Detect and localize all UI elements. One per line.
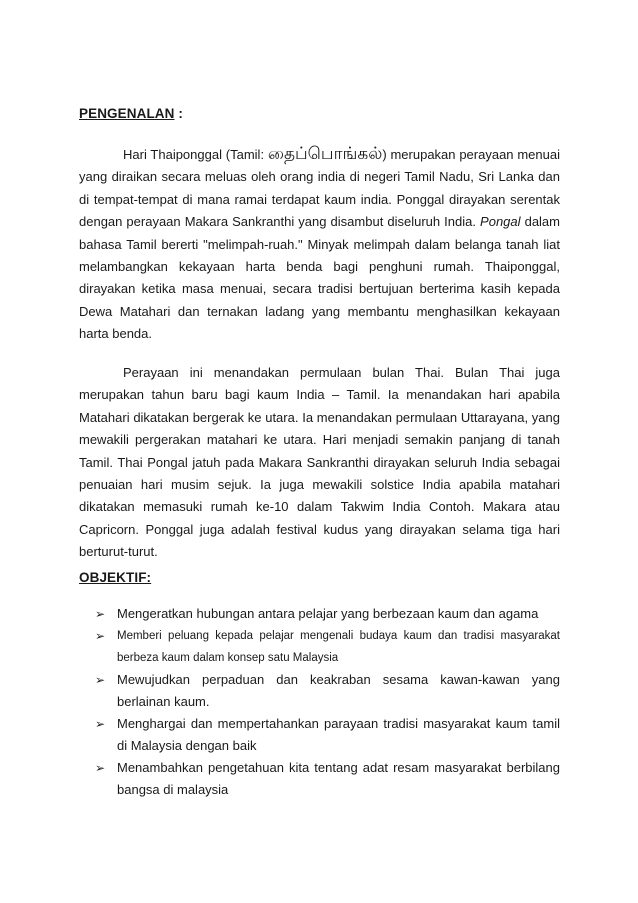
objectives-heading bbox=[79, 570, 151, 585]
objectives-heading-text: OBJEKTIF: bbox=[79, 570, 152, 585]
intro-p1-end: dalam bahasa Tamil bererti "melimpah-ruah." Minyak melimpah dalam belanga tanah liat melambangkan kekayaan harta benda bagi penghuni rumah. Thaiponggal, dirayakan ketika masa menuai, secara tradisi bertujuan berterima kasih kepada Dewa Matahari dan ternakan ladang yang membantu menghasilkan kekayaan harta benda. bbox=[79, 214, 560, 342]
list-item bbox=[95, 757, 560, 801]
intro-heading-text: PENGENALAN bbox=[79, 106, 175, 121]
arrow-bullet-icon: ➢ bbox=[95, 629, 106, 643]
objective-text: Mengeratkan hubungan antara pelajar yang berbezaan kaum dan agama bbox=[117, 606, 539, 621]
arrow-bullet-icon: ➢ bbox=[95, 761, 106, 775]
intro-paragraph-1 bbox=[79, 143, 560, 346]
objective-text: Memberi peluang kepada pelajar mengenali budaya kaum dan tradisi masyarakat berbeza kaum dalam konsep satu Malaysia bbox=[117, 630, 560, 664]
intro-heading-suffix: : bbox=[174, 106, 183, 121]
objective-text: Menambahkan pengetahuan kita tentang adat resam masyarakat berbilang bangsa di malaysia bbox=[117, 760, 560, 797]
intro-p1-start: Hari Thaiponggal (Tamil: bbox=[123, 147, 268, 162]
arrow-bullet-icon: ➢ bbox=[95, 607, 106, 621]
intro-paragraph-2 bbox=[79, 362, 560, 564]
list-item bbox=[95, 603, 560, 625]
intro-p2-text: Perayaan ini menandakan permulaan bulan Thai. Bulan Thai juga merupakan tahun baru bagi kaum India – Tamil. Ia menandakan hari apabila Matahari dikatakan bergerak ke utara. Ia menandakan permulaan Uttarayana, yang mewakili pergerakan matahari ke utara. Hari menjadi semakin panjang di tanah Tamil. Thai Pongal jatuh pada Makara Sankranthi dirayakan seluruh India sebagai penuaian hari musim sejuk. Ia juga mewakili solstice India apabila matahari dikatakan memasuki rumah ke-10 dalam Takwim India Contoh. Makara atau Capricorn. Ponggal juga adalah festival kudus yang dirayakan selama tiga hari berturut-turut. bbox=[79, 365, 560, 560]
list-item bbox=[95, 713, 560, 757]
intro-heading bbox=[79, 106, 183, 121]
objective-text: Mewujudkan perpaduan dan keakraban sesama kawan-kawan yang berlainan kaum. bbox=[117, 672, 560, 709]
list-item bbox=[95, 669, 560, 713]
arrow-bullet-icon: ➢ bbox=[95, 717, 106, 731]
tamil-word: தைப்பொங்கல் bbox=[267, 144, 383, 163]
objective-text: Menghargai dan mempertahankan parayaan tradisi masyarakat kaum tamil di Malaysia dengan baik bbox=[117, 716, 560, 753]
arrow-bullet-icon: ➢ bbox=[95, 673, 106, 687]
objectives-list bbox=[95, 603, 560, 801]
intro-p1-middle: ) merupakan perayaan menuai yang diraikan secara meluas oleh orang india di negeri Tamil Nadu, Sri Lanka dan di tempat-tempat di mana ramai terdapat kaum india. Ponggal dirayakan serentak dengan perayaan Makara Sankranthi yang disambut diseluruh India. bbox=[79, 147, 560, 230]
pongal-italic: Pongal bbox=[480, 214, 521, 230]
list-item bbox=[95, 625, 560, 669]
